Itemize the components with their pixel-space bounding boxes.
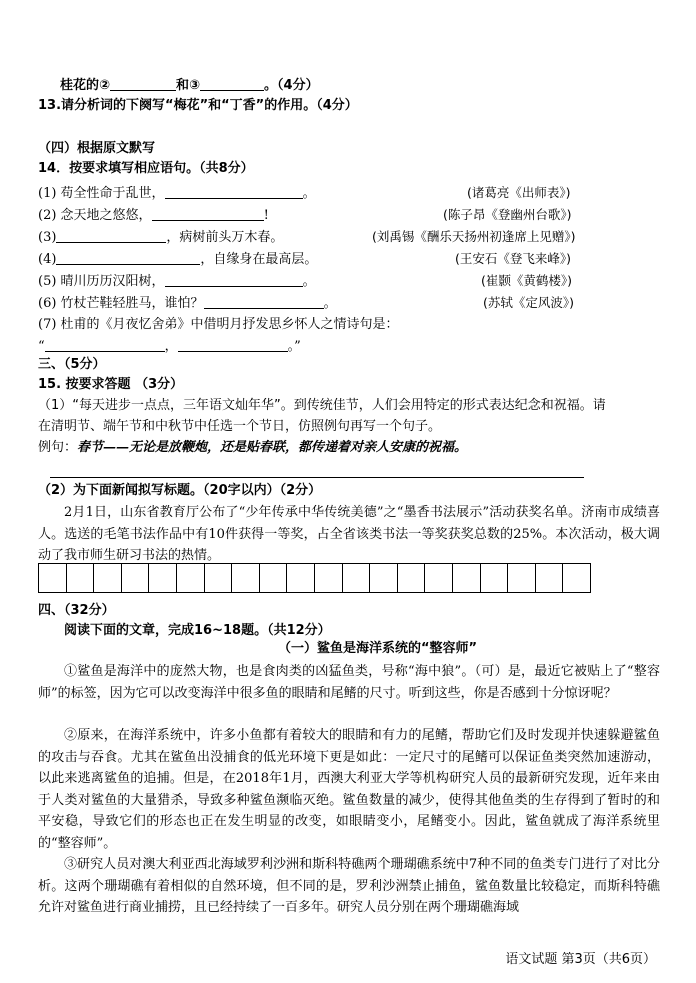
item-text: 。	[323, 296, 337, 311]
source-citation: (陈子昂《登幽州台歌》)	[443, 207, 572, 222]
grid-cell[interactable]	[94, 563, 122, 593]
grid-cell[interactable]	[39, 563, 67, 593]
answer-blank[interactable]	[45, 337, 165, 352]
answer-blank[interactable]	[165, 184, 303, 199]
fill-label-b: 和③	[176, 78, 201, 93]
article-title: （一）鲨鱼是海洋系统的“整容师”	[278, 641, 478, 656]
answer-blank[interactable]	[152, 206, 264, 221]
reading-instruction: 阅读下面的文章，完成16~18题。（共12分）	[64, 623, 331, 638]
source-citation: (王安石《登飞来峰》)	[455, 251, 572, 266]
item-text: 。	[302, 274, 316, 289]
page-footer: 语文试题 第3页（共6页）	[505, 952, 656, 967]
grid-cell[interactable]	[398, 563, 426, 593]
article-paragraph-3: ③研究人员对澳大利亚西北海域罗利沙洲和斯科特礁两个珊瑚礁系统中7种不同的鱼类专门进行了对比分析。这两个珊瑚礁有着相似的自然环境，但不同的是，罗利沙洲禁止捕鱼，鲨鱼数量比较稳定，而斯科特礁允许对鲨鱼进行商业捕捞，且已经持续了一百多年。研究人员分别在两个珊瑚礁海域	[38, 857, 660, 915]
source-citation: (刘禹锡《酬乐天扬州初逢席上见赠》)	[372, 229, 576, 244]
item-text: !	[263, 208, 269, 223]
recite-item-6	[38, 294, 337, 313]
grid-cell[interactable]	[149, 563, 177, 593]
recite-item-4	[38, 250, 317, 269]
recite-item-7-blanks	[38, 337, 301, 356]
item-text: (2) 念天地之悠悠，	[38, 208, 152, 223]
answer-blank[interactable]	[56, 250, 200, 265]
item-text: (4)	[38, 252, 57, 267]
grid-cell[interactable]	[481, 563, 509, 593]
grid-cell[interactable]	[563, 563, 591, 593]
answer-line[interactable]	[50, 477, 584, 478]
item-text: ，	[164, 339, 178, 354]
grid-cell[interactable]	[370, 563, 398, 593]
grid-cell[interactable]	[177, 563, 205, 593]
article-paragraph-2: ②原来，在海洋系统中，许多小鱼都有着较大的眼睛和有力的尾鳍，帮助它们及时发现并快速躲避鲨鱼的攻击与吞食。尤其在鲨鱼出没捕食的低光环境下更是如此：一定尺寸的尾鳍可以保证鱼类突然加速游动，以此来逃离鲨鱼的追捕。但是，在2018年1月，西澳大利亚大学等机构研究人员的最新研究发现，近年来由于人类对鲨鱼的大量猎杀，导致多种鲨鱼濒临灭绝。鲨鱼数量的减少，使得其他鱼类的生存得到了暂时的和平安稳，导致它们的形态也正在发生明显的改变，如眼睛变小，尾鳍变小。因此，鲨鱼就成了海洋系统里的“整容师”。	[38, 728, 660, 851]
grid-cell[interactable]	[205, 563, 233, 593]
item-text: 。	[302, 186, 316, 201]
grid-cell[interactable]	[122, 563, 150, 593]
grid-cell[interactable]	[315, 563, 343, 593]
recite-item-2	[38, 206, 269, 225]
question-13: 13.请分析词的下阕写“梅花”和“丁香”的作用。（4分）	[38, 98, 358, 113]
answer-blank[interactable]	[56, 228, 166, 243]
example-label: 例句：	[38, 440, 78, 455]
recite-item-3	[38, 228, 283, 247]
recite-item-7: (7) 杜甫的《月夜忆舍弟》中借明月抒发思乡怀人之情诗句是：	[38, 317, 399, 332]
section-four-heading: 四、（32分）	[38, 603, 115, 618]
item-text: (6) 竹杖芒鞋轻胜马，谁怕？	[38, 296, 204, 311]
answer-blank[interactable]	[178, 337, 288, 352]
article-paragraph-1: ①鲨鱼是海洋中的庞然大物，也是食肉类的凶猛鱼类，号称“海中狼”。（可）是，最近它被贴上了“整容师”的标签，因为它可以改变海洋中很多鱼的眼睛和尾鳍的尺寸。听到这些，你是否感到十分惊讶呢？	[38, 664, 660, 701]
source-citation: (崔颢《黄鹤楼》)	[481, 273, 573, 288]
section-three-heading: 三、（5分）	[38, 357, 106, 372]
grid-cell[interactable]	[536, 563, 564, 593]
grid-cell[interactable]	[453, 563, 481, 593]
question-15-part1-line2: 在清明节、端午节和中秋节中任选一个节日，仿照例句再写一个句子。	[38, 419, 442, 434]
item-text: (3)	[38, 230, 57, 245]
answer-blank[interactable]	[200, 76, 264, 91]
answer-blank[interactable]	[204, 294, 324, 309]
answer-blank[interactable]	[110, 76, 176, 91]
item-text: ，自缘身在最高层。	[200, 252, 318, 267]
question-15-part1-line1: （1）“每天进步一点点，三年语文灿年华”。到传统佳节，人们会用特定的形式表达纪念和祝福。请	[38, 398, 606, 413]
item-text: (5) 晴川历历汉阳树，	[38, 274, 165, 289]
example-sentence	[38, 439, 467, 457]
grid-cell[interactable]	[67, 563, 95, 593]
quote-mark: 。”	[287, 339, 301, 354]
quote-mark: “	[38, 339, 45, 354]
example-text: 春节——无论是放鞭炮，还是贴春联，都传递着对亲人安康的祝福。	[77, 440, 468, 455]
item-text: ，病树前头万木春。	[166, 230, 284, 245]
title-writing-grid[interactable]	[38, 563, 591, 593]
grid-cell[interactable]	[260, 563, 288, 593]
grid-cell[interactable]	[343, 563, 371, 593]
fill-line-osmanthus	[60, 76, 319, 95]
recite-item-1	[38, 184, 316, 203]
source-citation: (诸葛亮《出师表》)	[467, 185, 571, 200]
grid-cell[interactable]	[425, 563, 453, 593]
fill-label-a: 桂花的②	[60, 78, 111, 93]
fill-label-c: 。（4分）	[264, 78, 319, 93]
grid-cell[interactable]	[232, 563, 260, 593]
question-14-title: 14．按要求填写相应语句。（共8分）	[38, 161, 254, 176]
grid-cell[interactable]	[508, 563, 536, 593]
answer-blank[interactable]	[165, 272, 303, 287]
news-paragraph: 2月1日，山东省教育厅公布了“少年传承中华传统美德”之“墨香书法展示”活动获奖名单。济南市成绩喜人。选送的毛笔书法作品中有10件获得一等奖，占全省该类书法一等奖获奖总数的25%。本次活动，极大调动了我市师生研习书法的热情。	[38, 505, 660, 563]
item-text: (1) 苟全性命于乱世，	[38, 186, 165, 201]
grid-cell[interactable]	[287, 563, 315, 593]
question-15-title: 15. 按要求答题 （3分）	[38, 377, 184, 392]
recite-item-5	[38, 272, 316, 291]
section-heading: （四）根据原文默写	[38, 141, 156, 156]
question-15-part2-title: （2）为下面新闻拟写标题。（20字以内）（2分）	[38, 483, 322, 498]
source-citation: (苏轼《定风波》)	[483, 295, 575, 310]
